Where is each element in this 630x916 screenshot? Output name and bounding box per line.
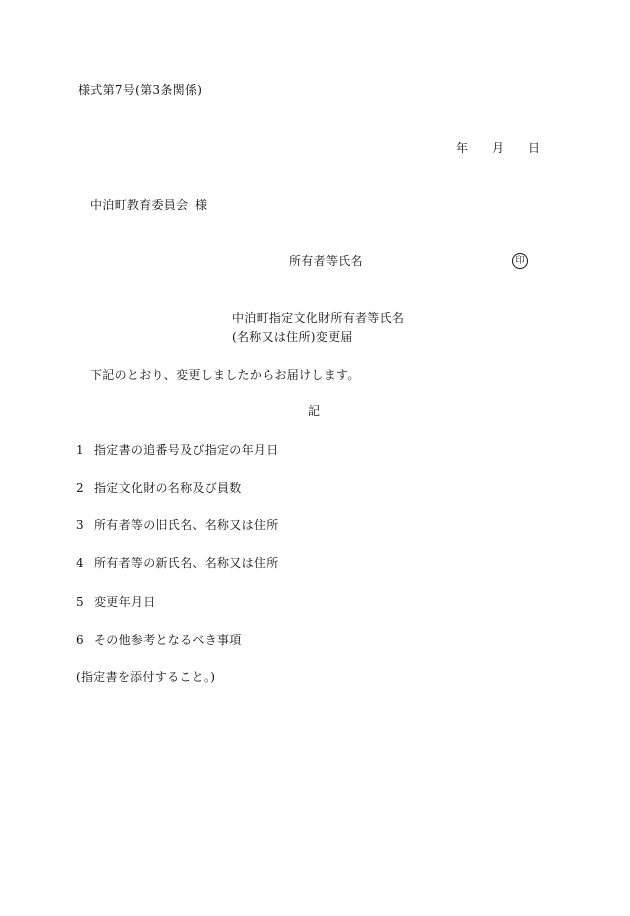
owner-name-label: 所有者等氏名 bbox=[289, 254, 363, 268]
addressee-honorific: 様 bbox=[195, 198, 208, 212]
list-item bbox=[76, 482, 242, 494]
list-item-text: 所有者等の新氏名、名称又は住所 bbox=[94, 556, 279, 570]
list-item-number: 4 bbox=[76, 556, 84, 570]
date-day-label: 日 bbox=[528, 141, 541, 155]
list-item-text: 変更年月日 bbox=[94, 595, 156, 609]
list-item-text: 指定文化財の名称及び員数 bbox=[94, 481, 242, 495]
addressee: 中泊町教育委員会 bbox=[90, 198, 189, 212]
attachment-note: (指定書を添付すること。) bbox=[76, 670, 216, 684]
list-item bbox=[76, 444, 279, 456]
list-item bbox=[76, 557, 279, 569]
list-item bbox=[76, 634, 242, 646]
list-item-number: 1 bbox=[76, 443, 84, 457]
date-month-label: 月 bbox=[492, 141, 505, 155]
list-item-number: 5 bbox=[76, 595, 84, 609]
document-title-line2: (名称又は住所)変更届 bbox=[232, 330, 353, 344]
list-item bbox=[76, 519, 279, 531]
list-item-text: 指定書の追番号及び指定の年月日 bbox=[94, 443, 279, 457]
list-item-text: その他参考となるべき事項 bbox=[94, 633, 242, 647]
list-item-text: 所有者等の旧氏名、名称又は住所 bbox=[94, 518, 279, 532]
list-item-number: 6 bbox=[76, 633, 84, 647]
list-item-number: 3 bbox=[76, 518, 84, 532]
list-item-number: 2 bbox=[76, 481, 84, 495]
document-title-line1: 中泊町指定文化財所有者等氏名 bbox=[232, 311, 405, 325]
list-item bbox=[76, 596, 156, 608]
intro-text: 下記のとおり、変更しましたからお届けします。 bbox=[90, 368, 360, 382]
ki-heading: 記 bbox=[308, 404, 321, 418]
seal-icon: 印 bbox=[512, 253, 528, 269]
date-year-label: 年 bbox=[456, 141, 469, 155]
form-number-label: 様式第7号(第3条関係) bbox=[78, 83, 203, 97]
